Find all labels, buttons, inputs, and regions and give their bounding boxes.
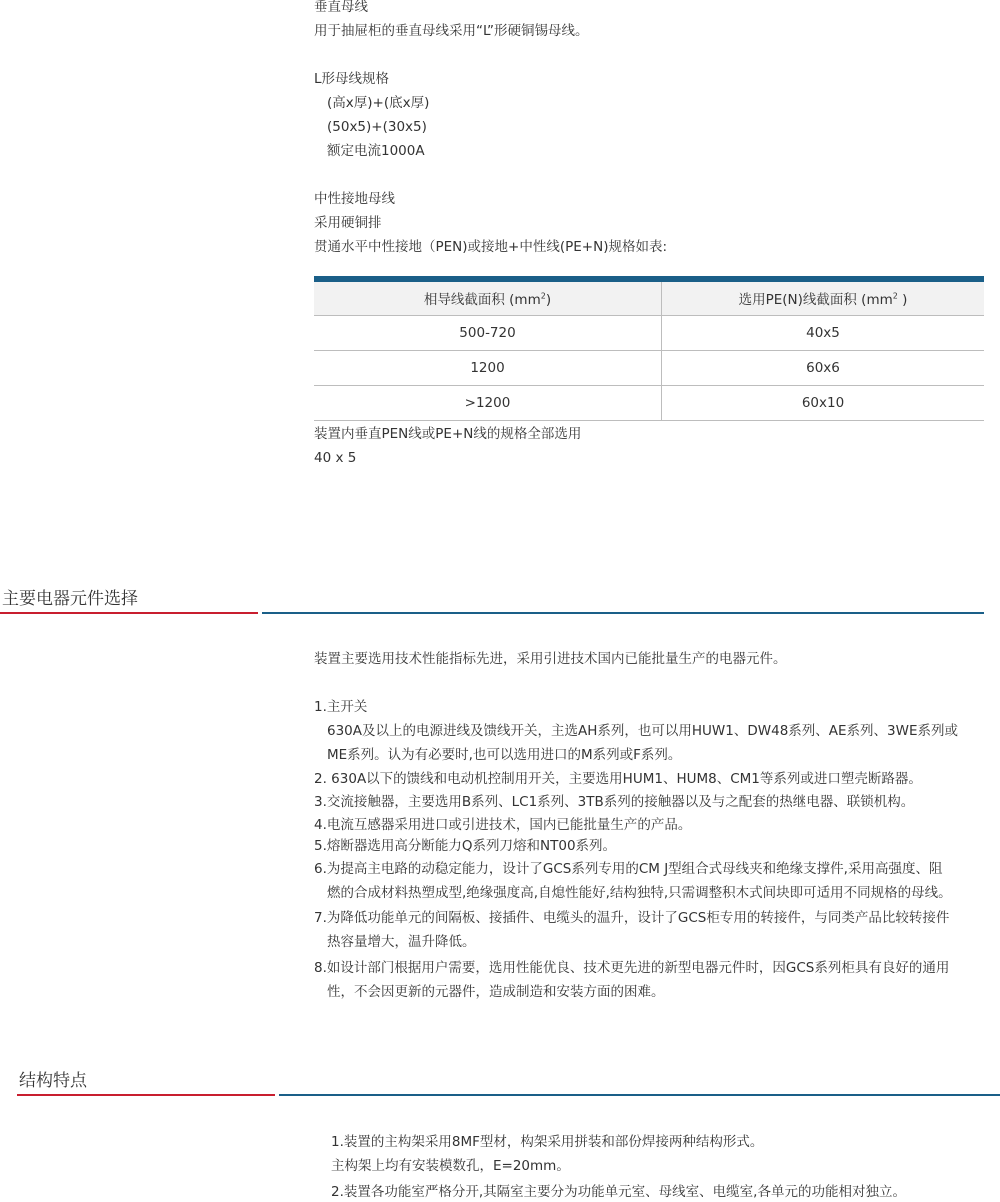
components-item: 2. 630A以下的馈线和电动机控制用开关，主要选用HUM1、HUM8、CM1等系列或进口塑壳断路器。 (314, 771, 922, 787)
components-item: 7.为降低功能单元的间隔板、接插件、电缆头的温升，设计了GCS柜专用的转接件，与同类产品比较转接件 (314, 910, 950, 926)
busbar-spec-heading: L形母线规格 (314, 71, 390, 87)
structure-item: 主构架上均有安装模数孔，E=20mm。 (331, 1158, 570, 1174)
components-item: 6.为提高主电路的动稳定能力，设计了GCS系列专用的CM J型组合式母线夹和绝缘支撑件,采用高强度、阻 (314, 861, 943, 877)
busbar-spec-table (314, 276, 984, 421)
components-item: 8.如设计部门根据用户需要，选用性能优良、技术更先进的新型电器元件时，因GCS系列柜具有良好的通用 (314, 960, 950, 976)
components-item: 燃的合成材料热塑成型,绝缘强度高,自熄性能好,结构独特,只需调整积木式间块即可适用不同规格的母线。 (327, 885, 952, 901)
busbar-spec-line: 额定电流1000A (327, 143, 425, 159)
components-item: 630A及以上的电源进线及馈线开关，主选AH系列，也可以用HUW1、DW48系列、AE系列、3WE系列或 (327, 723, 959, 739)
table-cell: 500-720 (314, 316, 662, 351)
components-item: 5.熔断器选用高分断能力Q系列刀熔和NT00系列。 (314, 838, 617, 854)
section-underline-red (0, 612, 258, 614)
components-item: 性，不会因更新的元器件，造成制造和安装方面的困难。 (327, 984, 665, 1000)
table-row (314, 386, 984, 421)
structure-item: 2.装置各功能室严格分开,其隔室主要分为功能单元室、母线室、电缆室,各单元的功能相对独立。 (331, 1184, 906, 1200)
components-item: 1.主开关 (314, 699, 368, 715)
table-cell: 1200 (314, 351, 662, 386)
table-row (314, 316, 984, 351)
neutral-heading: 中性接地母线 (314, 191, 395, 207)
busbar-heading: 垂直母线 (314, 0, 368, 15)
components-item: ME系列。认为有必要时,也可以选用进口的M系列或F系列。 (327, 747, 682, 763)
table-row (314, 351, 984, 386)
busbar-text: 用于抽屉柜的垂直母线采用“L”形硬铜锡母线。 (314, 23, 589, 39)
busbar-spec-line: (50x5)+(30x5) (327, 119, 427, 135)
structure-item: 1.装置的主构架采用8MF型材，构架采用拼装和部份焊接两种结构形式。 (331, 1134, 764, 1150)
section-underline-red (17, 1094, 275, 1096)
table-header-cell: 相导线截面积 $(mm^2)$ (314, 276, 662, 316)
busbar-spec-line: (高x厚)+(底x厚) (327, 95, 430, 111)
components-item: 3.交流接触器，主要选用B系列、LC1系列、3TB系列的接触器以及与之配套的热继电器、联锁机构。 (314, 794, 915, 810)
section-underline-blue (262, 612, 984, 614)
table-top-bar (314, 276, 984, 282)
table-cell: 60x10 (662, 386, 985, 421)
section-title-components: 主要电器元件选择 (2, 589, 138, 609)
components-item: 4.电流互感器采用进口或引进技术，国内已能批量生产的产品。 (314, 817, 692, 833)
neutral-text: 贯通水平中性接地（PEN)或接地+中性线(PE+N)规格如表: (314, 239, 668, 255)
section-underline-blue (279, 1094, 1000, 1096)
neutral-text: 采用硬铜排 (314, 215, 382, 231)
table-cell: >1200 (314, 386, 662, 421)
busbar-note: 40 x 5 (314, 450, 357, 466)
busbar-note: 装置内垂直PEN线或PE+N线的规格全部选用 (314, 426, 582, 442)
table-cell: 60x6 (662, 351, 985, 386)
section-title-structure: 结构特点 (19, 1071, 87, 1091)
components-item: 热容量增大，温升降低。 (327, 934, 476, 950)
components-intro: 装置主要选用技术性能指标先进，采用引进技术国内已能批量生产的电器元件。 (314, 651, 787, 667)
table-cell: 40x5 (662, 316, 985, 351)
table-header-cell: 选用PE(N)线截面积 ($mm^2$ ) (662, 276, 985, 316)
